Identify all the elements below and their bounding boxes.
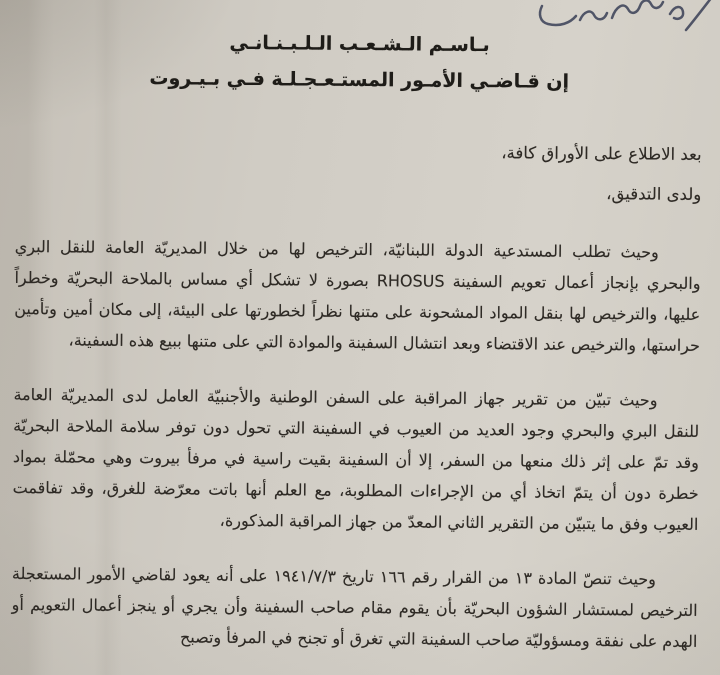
preamble-upon-scrutiny: ولدى التدقيق، <box>606 184 702 204</box>
header-judge-of-urgent-matters-beirut: إن قـاضـي الأمـور المستـعـجـلـة فـي بـيـروت <box>149 67 570 93</box>
header-in-the-name-of-the-people: بـاسـم الـشـعـب الـلـبـنـانـي <box>229 31 490 57</box>
preamble-reviewed-all-documents: بعد الاطلاع على الأوراق كافة، <box>501 143 702 164</box>
paragraph-article-13-decree-166: وحيث تنصّ المادة ١٣ من القرار رقم ١٦٦ تاريخ ١٩٤١/٧/٣ على أنه يعود لقاضي الأمور المستعجلة الترخيص لمستشار الشؤون البحريّة بأن يقوم مقام صاحب السفينة وأن يجري أو ينجز أعمال التعويم أو الهدم على نفقة ومسؤوليّة صاحب السفينة التي تغرق أو تجنح في المرفأ وتصبح <box>11 563 698 651</box>
preamble-block <box>15 129 702 215</box>
paragraph-state-request-rhosus: وحيث تطلب المستدعية الدولة اللبنانيّة، الترخيص لها من خلال المديريّة العامة للنقل البري والبحري بإنجاز أعمال تعويم السفينة RHOSUS بصورة لا تشكل أي مساس بالملاحة البحريّة وخطراً عليها، والترخيص لها بنقل المواد المشحونة على متنها نظراً لخطورتها على البيئة، إلى مكان أمين وتأمين حراستها، والترخيص عند الاقتضاء وبعد انتشال السفينة والموادة التي على متنها ببيع هذه السفينة، <box>14 236 701 355</box>
ruling-body <box>11 231 701 657</box>
document-header <box>16 23 703 101</box>
paragraph-inspection-findings: وحيث تبيّن من تقرير جهاز المراقبة على السفن الوطنية والأجنبيّة العامل لدى المديريّة العامة للنقل البري والبحري وجود العديد من العيوب في السفينة التي تحول دون توفر سلامة الملاحة البحريّة وقد تمّ على إثر ذلك منعها من السفر، إلا أن السفينة بقيت راسية في مرفأ بيروت وهي محمّلة بمواد خطرة دون أن يتمّ اتخاذ أي من الإجراءات المطلوبة، مع العلم أنها باتت معرّضة للغرق، وقد تفاقمت العيوب وفق ما يتبيّن من التقرير الثاني المعدّ من جهاز المراقبة المذكورة، <box>12 384 700 534</box>
